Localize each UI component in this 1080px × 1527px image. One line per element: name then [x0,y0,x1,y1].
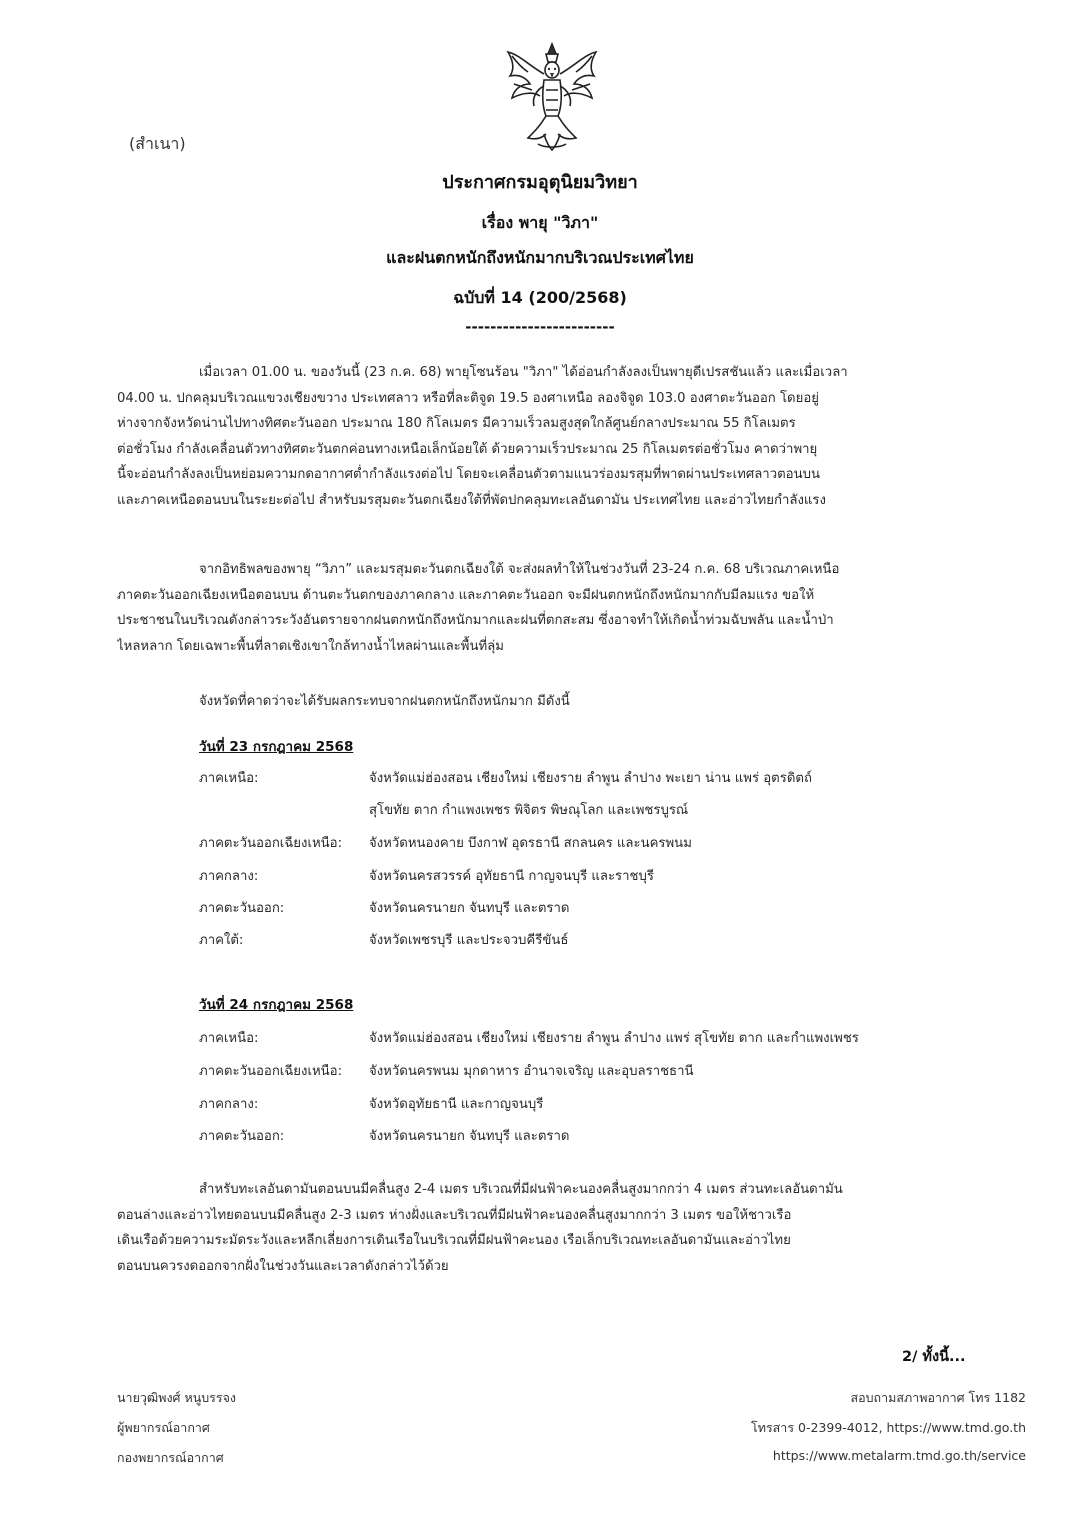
paragraph-line: เมื่อเวลา 01.00 น. ของวันนี้ (23 ก.ค. 68) พายุโซนร้อน "วิภา" ได้อ่อนกำลังลงเป็นพายุดีเปรสชันแล้ว และเมื่อเวลา [199,365,848,380]
contact-fax-website: โทรสาร 0-2399-4012, https://www.tmd.go.th [751,1420,1026,1435]
region-name: ภาคตะวันออกเฉียงเหนือ: [199,836,343,851]
paragraph-line: ตอนล่างและอ่าวไทยตอนบนมีคลื่นสูง 2-3 เมตร ห่างฝั่งและบริเวณที่มีฝนฟ้าคะนองคลื่นสูงมากกว่า 3 เมตร ขอให้ชาวเรือ [117,1207,792,1223]
region-name: ภาคใต้: [199,933,244,948]
contact-phone: สอบถามสภาพอากาศ โทร 1182 [850,1390,1026,1405]
paragraph-line: เดินเรือด้วยความระมัดระวังและหลีกเลี่ยงการเดินเรือในบริเวณที่มีฝนฟ้าคะนอง เรือเล็กบริเวณทะเลอันดามันและอ่าวไทย [117,1233,791,1248]
province-list: จังหวัดนครสวรรค์ อุทัยธานี กาญจนบุรี และราชบุรี [369,869,654,884]
paragraph-line: ไหลหลาก โดยเฉพาะพื้นที่ลาดเชิงเขาใกล้ทางน้ำไหลผ่านและพื้นที่ลุ่ม [117,638,504,654]
province-list: จังหวัดนครนายก จันทบุรี และตราด [369,901,570,916]
paragraph-line: จากอิทธิพลของพายุ “วิภา” และมรสุมตะวันตกเฉียงใต้ จะส่งผลทำให้ในช่วงวันที่ 23-24 ก.ค. 68 บริเวณภาคเหนือ [199,562,840,577]
paragraph-impact [117,557,972,659]
region-name: ภาคเหนือ: [199,1031,259,1046]
paragraph-line: 04.00 น. ปกคลุมบริเวณแขวงเชียงขวาง ประเทศลาว หรือที่ละติจูด 19.5 องศาเหนือ ลองจิจูด 103.0 องศาตะวันออก โดยอยู่ [117,390,819,406]
date-heading-day1: วันที่ 23 กรกฎาคม 2568 [199,739,354,755]
title-separator: ------------------------ [465,318,615,336]
paragraph-marine-warning [117,1177,972,1279]
continuation-note: 2/ ทั้งนี้... [902,1349,966,1365]
province-list: จังหวัดแม่ฮ่องสอน เชียงใหม่ เชียงราย ลำพูน ลำปาง พะเยา น่าน แพร่ อุตรดิตถ์ [369,771,812,786]
announcement-title: ประกาศกรมอุตุนิยมวิทยา [442,172,638,193]
date-heading-day2: วันที่ 24 กรกฎาคม 2568 [199,997,354,1013]
paragraph-line: และภาคเหนือตอนบนในระยะต่อไป สำหรับมรสุมตะวันตกเฉียงใต้ที่พัดปกคลุมทะเลอันดามัน ประเทศไทย และอ่าวไทยกำลังแรง [117,492,826,508]
paragraph-line: ห่างจากจังหวัดน่านไปทางทิศตะวันออก ประมาณ 180 กิโลเมตร มีความเร็วลมสูงสุดใกล้ศูนย์กลางประมาณ 55 กิโลเมตร [117,416,796,431]
copy-label: (สำเนา) [129,134,186,153]
issue-number: ฉบับที่ 14 (200/2568) [453,288,627,307]
region-name: ภาคตะวันออก: [199,901,285,916]
paragraph-line: สำหรับทะเลอันดามันตอนบนมีคลื่นสูง 2-4 เมตร บริเวณที่มีฝนฟ้าคะนองคลื่นสูงมากกว่า 4 เมตร ส่วนทะเลอันดามัน [199,1182,843,1197]
affected-provinces-intro: จังหวัดที่คาดว่าจะได้รับผลกระทบจากฝนตกหนักถึงหนักมาก มีดังนี้ [199,694,570,709]
announcement-subject: เรื่อง พายุ "วิภา" [481,213,599,232]
province-list: จังหวัดนครนายก จันทบุรี และตราด [369,1129,570,1144]
paragraph-storm-status [117,360,972,513]
province-list: จังหวัดอุทัยธานี และกาญจนบุรี [369,1097,544,1112]
region-name: ภาคกลาง: [199,1097,259,1112]
contact-service-link[interactable]: https://www.metalarm.tmd.go.th/service [772,1448,1026,1463]
province-list: จังหวัดนครพนม มุกดาหาร อำนาจเจริญ และอุบลราชธานี [369,1064,694,1079]
paragraph-line: ต่อชั่วโมง กำลังเคลื่อนตัวทางทิศตะวันตกค่อนทางเหนือเล็กน้อยใต้ ด้วยความเร็วประมาณ 25 กิโลเมตรต่อชั่วโมง คาดว่าพายุ [117,441,818,457]
region-name: ภาคเหนือ: [199,771,259,786]
signer-position: ผู้พยากรณ์อากาศ [117,1420,210,1435]
garuda-emblem-icon [500,40,604,154]
region-name: ภาคกลาง: [199,869,259,884]
announcement-subject-line2: และฝนตกหนักถึงหนักมากบริเวณประเทศไทย [386,248,694,267]
province-list: จังหวัดเพชรบุรี และประจวบคีรีขันธ์ [369,933,569,948]
paragraph-line: ตอนบนควรงดออกจากฝั่งในช่วงวันและเวลาดังกล่าวไว้ด้วย [117,1258,449,1274]
signer-name: นายวุฒิพงศ์ หนูบรรจง [117,1390,237,1405]
province-list: สุโขทัย ตาก กำแพงเพชร พิจิตร พิษณุโลก และเพชรบูรณ์ [369,803,689,818]
province-list: จังหวัดหนองคาย บึงกาฬ อุดรธานี สกลนคร และนครพนม [369,836,692,851]
province-list: จังหวัดแม่ฮ่องสอน เชียงใหม่ เชียงราย ลำพูน ลำปาง แพร่ สุโขทัย ตาก และกำแพงเพชร [369,1031,859,1046]
region-name: ภาคตะวันออกเฉียงเหนือ: [199,1064,343,1079]
paragraph-line: ภาคตะวันออกเฉียงเหนือตอนบน ด้านตะวันตกของภาคกลาง และภาคตะวันออก จะมีฝนตกหนักถึงหนักมากกับมีลมแรง ขอให้ [117,587,815,603]
signer-division: กองพยากรณ์อากาศ [117,1450,224,1465]
paragraph-line: ประชาชนในบริเวณดังกล่าวระวังอันตรายจากฝนตกหนักถึงหนักมากและฝนที่ตกสะสม ซึ่งอาจทำให้เกิดน้ำท่วมฉับพลัน และน้ำป่า [117,613,834,628]
paragraph-line: นี้จะอ่อนกำลังลงเป็นหย่อมความกดอากาศต่ำกำลังแรงต่อไป โดยจะเคลื่อนตัวตามแนวร่องมรสุมที่พาดผ่านประเทศลาวตอนบน [117,467,821,482]
region-name: ภาคตะวันออก: [199,1129,285,1144]
